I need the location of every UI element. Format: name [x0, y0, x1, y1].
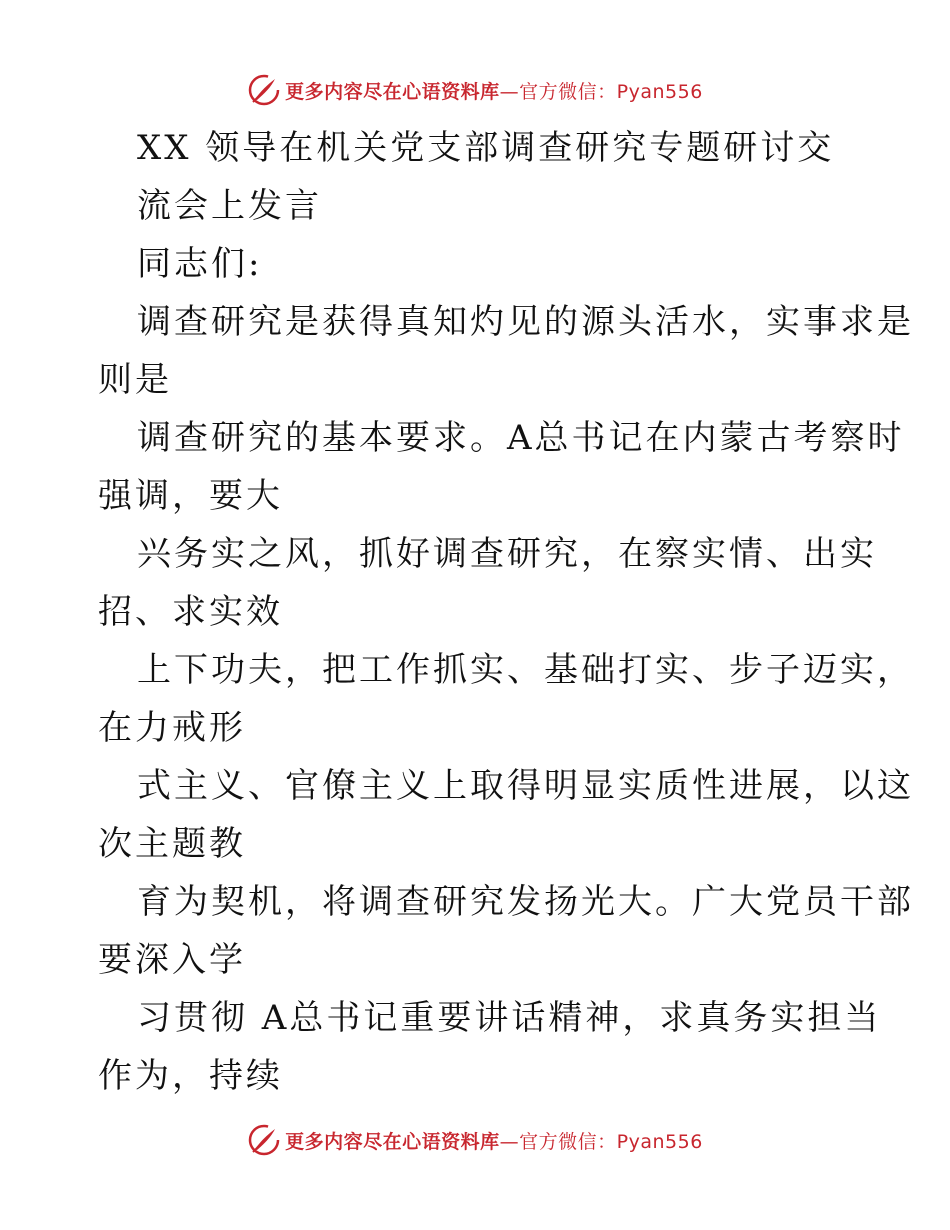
doc-line: 育为契机，将调查研究发扬光大。广大党员干部: [137, 882, 914, 922]
doc-line: 作为，持续: [98, 1056, 283, 1096]
watermark-text: [285, 1127, 703, 1154]
watermark-site-text: 更多内容尽在心语资料库: [285, 80, 500, 103]
doc-line: 上下功夫，把工作抓实、基础打实、步子迈实，: [137, 650, 914, 690]
doc-line: 式主义、官僚主义上取得明显实质性进展，以这: [137, 766, 914, 806]
footer-watermark: [0, 1120, 950, 1160]
doc-title-line-1: XX 领导在机关党支部调查研究专题研讨交: [137, 128, 835, 168]
doc-line: 招、求实效: [98, 592, 283, 632]
watermark-wechat-text: 官方微信：Pyan556: [519, 80, 703, 103]
doc-line: 则是: [98, 360, 172, 400]
watermark-dash: —: [499, 1130, 520, 1153]
quill-pen-logo-icon: [247, 73, 281, 107]
watermark-site-text: 更多内容尽在心语资料库: [285, 1130, 500, 1153]
doc-line: 要深入学: [98, 940, 246, 980]
doc-title-line-2: 流会上发言: [137, 186, 322, 226]
doc-line: 强调，要大: [98, 476, 283, 516]
doc-line: 调查研究的基本要求。A总书记在内蒙古考察时: [137, 418, 905, 458]
doc-line: 在力戒形: [98, 708, 246, 748]
watermark-text: [285, 77, 703, 104]
watermark-wechat-text: 官方微信：Pyan556: [519, 1130, 703, 1153]
doc-line: 兴务实之风，抓好调查研究，在察实情、出实: [137, 534, 877, 574]
doc-line: 次主题教: [98, 824, 246, 864]
doc-line: 习贯彻 A总书记重要讲话精神，求真务实担当: [137, 998, 882, 1038]
quill-pen-logo-icon: [247, 1123, 281, 1157]
watermark-dash: —: [499, 80, 520, 103]
doc-line: 调查研究是获得真知灼见的源头活水，实事求是: [137, 302, 914, 342]
header-watermark: [0, 70, 950, 110]
doc-salutation: 同志们:: [137, 244, 263, 284]
